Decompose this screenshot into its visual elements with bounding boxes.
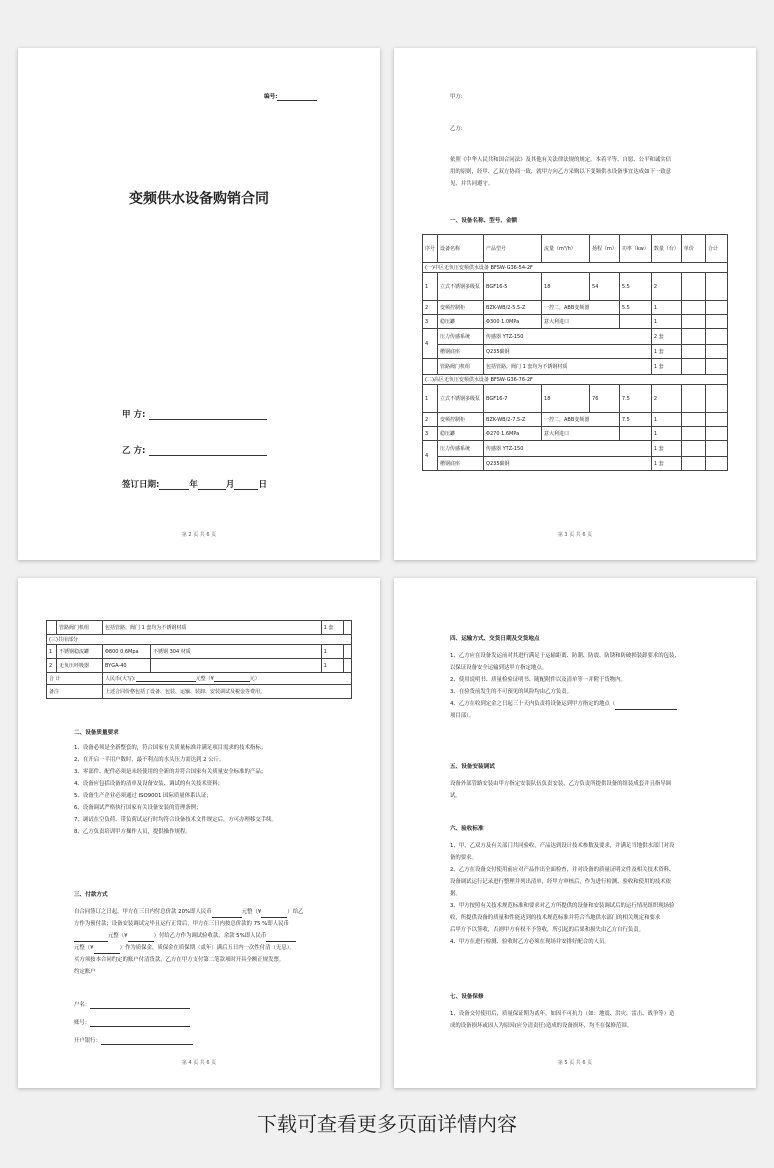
table-header-cell: 设备名称 bbox=[438, 235, 484, 263]
total-row: 合 计 人民币(大写): 元整（¥ 元） bbox=[47, 673, 352, 685]
table-header-row bbox=[423, 235, 728, 263]
table-row: 槽钢底座 Q235碳钢 1 套 bbox=[423, 457, 728, 471]
page-number: 第 5 页 共 6 页 bbox=[557, 1060, 593, 1066]
intro-paragraph: 依照《中华人民共和国合同法》及其他有关法律法规的规定，本着平等、自愿、公平和诚实信 用的原则，经甲、乙双方协商一致，就甲方向乙方采购以下变频供水设备事宜达成如下一致意 见，并共同遵守。 bbox=[450, 157, 672, 187]
section-4-heading: 四、运输方式、交货日期及交货地点 bbox=[450, 636, 540, 642]
party-b-line: 乙 方: bbox=[122, 444, 267, 456]
table-header-cell: 序号 bbox=[423, 235, 438, 263]
table-row: 3 稳压罐 Φ300 1.0MPa 意大利进口 1 bbox=[423, 315, 728, 329]
section-3-heading: 三、付款方式 bbox=[74, 892, 108, 898]
table-header-cell: 单价 bbox=[681, 235, 705, 263]
section-7-heading: 七、设备保修 bbox=[450, 994, 484, 1000]
installation-terms: 设备外部管路安装由甲方指定安装队伍负责安装，乙方负责所提供设备的组装成套并且指导调 试。 bbox=[450, 781, 672, 799]
group-b-title: (二)高区无负压变频供水设备 BFSW-G36-76-2F bbox=[423, 375, 728, 385]
contract-page-5 bbox=[394, 578, 756, 1088]
download-more-banner[interactable]: 下载可查看更多页面详情内容 bbox=[257, 1112, 517, 1136]
page-number: 第 2 页 共 6 页 bbox=[181, 532, 217, 538]
account-name-line: 户名： bbox=[74, 1002, 190, 1009]
page-number: 第 4 页 共 6 页 bbox=[181, 1060, 217, 1066]
remark-row: 备注 上述合同价格包括了设备、包装、运输、装卸、安装调试及税金等费用。 bbox=[47, 685, 352, 699]
table-header-cell: 数量（台） bbox=[651, 235, 681, 263]
table-row: 1 立式不锈钢多级泵 BGF16-7 18 76 7.5 2 bbox=[423, 385, 728, 413]
section-5-heading: 五、设备安装调试 bbox=[450, 764, 495, 770]
table-row: 2 变频控制柜 BZK-WB/2-5.5-Z 一控二，ABB变频器 5.5 1 bbox=[423, 301, 728, 315]
table-header-cell: 流量（m³/h） bbox=[542, 235, 590, 263]
party-b-label: 乙方: bbox=[450, 126, 463, 132]
page-number: 第 3 页 共 6 页 bbox=[557, 532, 593, 538]
table-row: 管路阀门机组 包括管路、阀门 1 套均为不锈钢材质 1 套 bbox=[47, 621, 352, 635]
group-a-title: (一)中区无负压变频供水设备 BFSW-G36-54-2F bbox=[423, 263, 728, 273]
quality-requirements: 1、设备必须是全新整套的，符合国家有关质量标准并满足项目需求的技术指标； 2、在开启一半用户数时，最不利点的水头压力需达到 2 公斤。 3、零部件、配件必须是未经使用的全新的并符合国家有关质量安全标准的产品； 4、设备应包括设备的清单及设备安装、调试的有关技术资料； 5、设备生产企业必须通过 ISO9001 国际质量体系认证； 6、设备调试严格执行国家有关设备安装的管理条例； 7、调试在空负荷、带负荷试运行时均符合设备技术文件规定后，方可办理移交手续。 8、乙方负责培训甲方操作人员，提供操作规程。 bbox=[74, 745, 277, 835]
contract-title: 变频供水设备购销合同 bbox=[129, 191, 269, 207]
contract-page-3 bbox=[394, 48, 756, 560]
section-6-heading: 六、验收标准 bbox=[450, 826, 484, 832]
table-row: 4 压力传感系统 传感器 YTZ-150 2 套 bbox=[423, 329, 728, 345]
table-header-cell: 产品型号 bbox=[484, 235, 542, 263]
party-a-line: 甲 方: bbox=[122, 408, 267, 420]
equipment-table-continued bbox=[46, 620, 352, 699]
account-bank-line: 开户银行： bbox=[74, 1038, 193, 1045]
party-a-label: 甲方: bbox=[450, 94, 463, 100]
table-header-cell: 合计 bbox=[705, 235, 727, 263]
table-row: 1 立式不锈钢多级泵 BGF16-5 18 54 5.5 2 bbox=[423, 273, 728, 301]
acceptance-terms: 1、甲、乙双方及有关部门共同验收，产品达到设计技术参数及要求，并满足当地供水部门对设 备的要求。 2、乙方在设备交付使用前应对产品作出全面检查，并对设备的质量证明文件及相关技术资料、 设备调试运行记录进行整理并列出清单，经甲方审核后，作为进行检测、验收和使用的技术依 据。 3、甲方按照有关技术规范标准和要求对乙方所提供的设备和安装调试后的运行情况组织现场验 收，所提供设备的质量和性能达到的技术规范标准并符合当地供水部门的相关规定和要求 后甲方予以签收，否则甲方有权不予签收，所引起的后果和损失由乙方自行负责。 4、甲方在进行检测、验收时乙方必须在现场并安排好配合的人员。 bbox=[450, 843, 675, 945]
table-header-cell: 功率（kw） bbox=[619, 235, 651, 263]
payment-terms: 自合同签订之日起，甲方在三日内付总价款 20%即人民币 元整（¥ ）给乙 方作为预付款；设备安装调试完毕且运行正常后，甲方在三日内按总价款的 75 %即人民币 元整（¥ ）付给乙方作为调试验收款，余款 5%即人民币 元整（¥ ）作为质保金，质保金在质保期（贰年）满后五日内一次性付清（无息）。 买方须按本合同约定的账户付清货款，乙方在甲方支付第二笔款项时开具全额正规发票。 约定账户 bbox=[74, 909, 304, 975]
account-number-line: 账号： bbox=[74, 1020, 190, 1027]
sign-date-line: 签订日期: 年 月 日 bbox=[122, 480, 267, 490]
table-row: 3 稳压罐 Φ270 1.6MPa 意大利进口 1 bbox=[423, 427, 728, 441]
table-row: 1 不锈钢稳流罐 Φ800 0.6Mpa 不锈钢 304 材质 1 bbox=[47, 645, 352, 659]
warranty-terms: 1、设备交付使用后，质量保证期为贰年。如因不可抗力（如：地震、洪灾、雷击、战争等）造 成的设备损坏或因人为原因(应分清责任)造成的设备损坏，均不在保修范围。 bbox=[450, 1011, 675, 1029]
table-row: 2 无负压呼吸器 BYGA-40 1 bbox=[47, 659, 352, 673]
table-row: 2 变频控制柜 BZK-WB/2-7.5-Z 一控二，ABB变频器 7.5 1 bbox=[423, 413, 728, 427]
section-2-heading: 二、设备质量要求 bbox=[74, 730, 119, 736]
delivery-terms: 1、乙方应在设备发运前对其进行满足于运输距离、防潮、防震、防锈和防破损装卸要求的包装， 以保证设备安全运输到达甲方指定地点。 2、使用说明书、质量检验证明书、随配附件以及清单等一并附于货物内。 3、在验货前发生的不可预见的风险均由乙方负责。 4、乙方在收到定金之日起三十天内负责将设备运到甲方指定的地点（ 项目部）。 bbox=[450, 653, 680, 719]
contract-cover-page bbox=[18, 48, 380, 560]
contract-page-4 bbox=[18, 578, 380, 1088]
table-header-cell: 扬程（m） bbox=[590, 235, 620, 263]
table-row: 槽钢底座 Q235碳钢 1 套 bbox=[423, 345, 728, 359]
table-row: 4 压力传感系统 传感器 YTZ-150 1 套 bbox=[423, 441, 728, 457]
equipment-table bbox=[422, 234, 728, 471]
table-row: 管路阀门机组 包括管路，阀门 1 套均为不锈钢材质 1 套 bbox=[423, 359, 728, 375]
group-c-title: (三)共用部分 bbox=[47, 635, 352, 645]
section-1-heading: 一、设备名称、型号、金额 bbox=[450, 218, 518, 224]
contract-number-label: 编号: bbox=[264, 93, 317, 101]
